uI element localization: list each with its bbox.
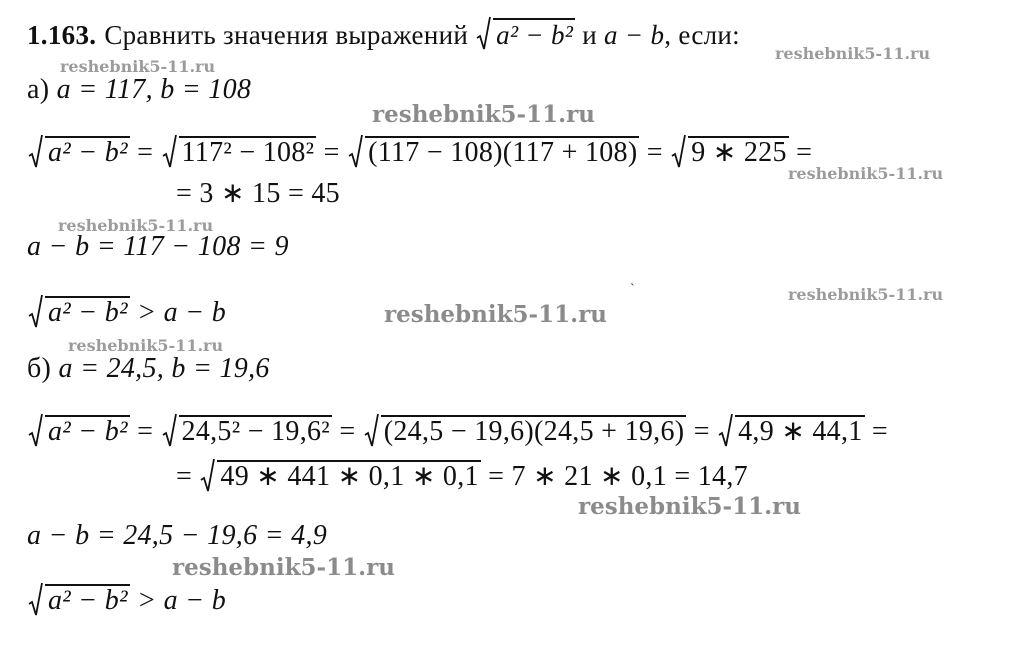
sqrt-b1: 24,5² − 19,6² (162, 415, 332, 449)
radical-sign-icon (28, 134, 43, 170)
watermark: reshebnik5-11.ru (384, 301, 607, 328)
task-number: 1.163. (27, 20, 97, 50)
radical-sign-icon (200, 458, 215, 494)
part-b-given (27, 352, 270, 386)
part-a-step1: a² − b² = 117² − 108² = (117 − 108)(117 + 108) = 9 ∗ 225 = (27, 136, 812, 170)
if-text: , если: (664, 20, 740, 50)
watermark: reshebnik5-11.ru (578, 493, 801, 520)
sqrt-lhs: a² − b² (28, 136, 130, 170)
a-minus-b-expression: a − b (604, 20, 665, 50)
watermark: reshebnik5-11.ru (68, 336, 224, 355)
part-b-conclusion: a² − b² > a − b (27, 584, 226, 618)
radical-sign-icon (364, 413, 379, 449)
part-a-values: a = 117, b = 108 (56, 74, 252, 105)
part-a-label: а) (27, 74, 50, 105)
sqrt-b2: (24,5 − 19,6)(24,5 + 19,6) (364, 415, 687, 449)
part-b-difference: a − b = 24,5 − 19,6 = 4,9 (27, 520, 328, 551)
radical-sign-icon (162, 134, 177, 170)
radical-sign-icon (718, 413, 733, 449)
part-b-values: a = 24,5, b = 19,6 (58, 353, 270, 384)
sqrt-b4: 49 ∗ 441 ∗ 0,1 ∗ 0,1 (200, 460, 480, 494)
watermark: reshebnik5-11.ru (172, 554, 395, 581)
part-a-given (27, 73, 251, 107)
sqrt-lhs: a² − b² (28, 584, 130, 618)
radical-sign-icon (28, 582, 43, 618)
sqrt-expression: a² − b² (476, 18, 575, 52)
sqrt-b3: 4,9 ∗ 44,1 (718, 415, 864, 449)
sqrt-lhs: a² − b² (28, 415, 130, 449)
watermark: reshebnik5-11.ru (58, 216, 214, 235)
radical-sign-icon (348, 134, 363, 170)
watermark: reshebnik5-11.ru (60, 57, 216, 76)
watermark: reshebnik5-11.ru (372, 101, 595, 128)
part-a-step2: = 3 ∗ 15 = 45 (176, 178, 340, 209)
part-a-conclusion: a² − b² > a − b (27, 296, 226, 330)
watermark: reshebnik5-11.ru (775, 44, 931, 63)
radical-sign-icon (671, 134, 686, 170)
radical-sign-icon (162, 413, 177, 449)
sqrt-a1: 117² − 108² (162, 136, 317, 170)
watermark: reshebnik5-11.ru (788, 164, 944, 183)
watermark: reshebnik5-11.ru (788, 285, 944, 304)
part-b-step1: a² − b² = 24,5² − 19,6² = (24,5 − 19,6)(24,5 + 19,6) = 4,9 ∗ 44,1 = (27, 415, 888, 449)
part-b-label: б) (27, 353, 52, 384)
task-text: Сравнить значения выражений (104, 20, 469, 50)
sqrt-lhs: a² − b² (28, 296, 130, 330)
sqrt-a2: (117 − 108)(117 + 108) (348, 136, 639, 170)
task-heading (27, 18, 740, 52)
radical-sign-icon (28, 294, 43, 330)
part-a-difference: a − b = 117 − 108 = 9 (27, 231, 289, 262)
radical-sign-icon (28, 413, 43, 449)
sqrt-a3: 9 ∗ 225 (671, 136, 789, 170)
stray-mark: ` (630, 282, 635, 297)
conjunction: и (582, 20, 597, 50)
part-b-step2: = 49 ∗ 441 ∗ 0,1 ∗ 0,1 = 7 ∗ 21 ∗ 0,1 = 14,7 (176, 460, 748, 494)
radical-sign-icon (476, 16, 491, 52)
